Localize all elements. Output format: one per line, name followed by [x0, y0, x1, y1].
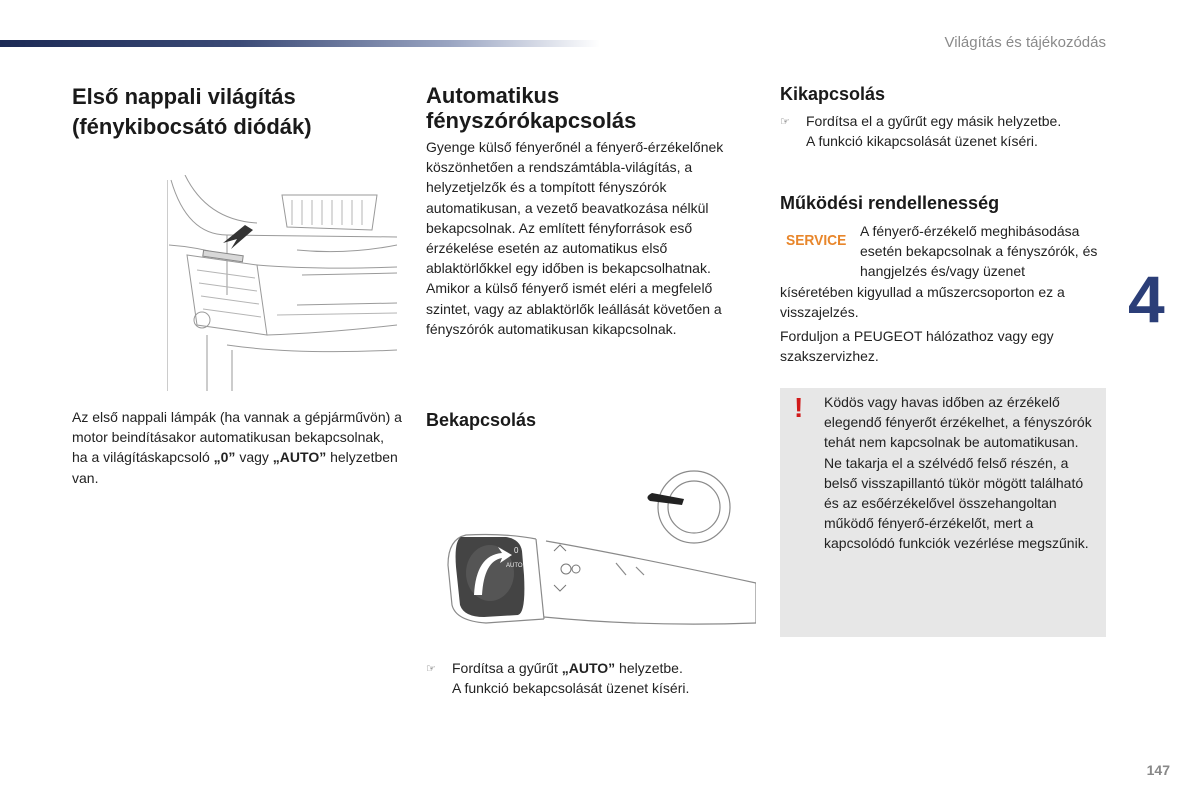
switch-on-text-b: helyzetbe.: [615, 660, 683, 676]
auto-headlamp-paragraph-2: Amikor a külső fényerő ismét eléri a megfelelő szintet, vagy az ablaktörlők leállását követően a fényszórók automatikusan kikapcsolnak.: [426, 280, 722, 337]
pointing-hand-icon: ☞: [426, 663, 436, 675]
switch-on-message-text: A funkció bekapcsolását üzenet kíséri.: [452, 680, 690, 697]
daytime-lights-title: [72, 82, 392, 142]
position-zero-label: „0”: [213, 449, 236, 466]
lighting-stalk-drawing: [426, 455, 756, 635]
section-header-title: Világítás és tájékozódás: [944, 34, 1106, 51]
para-text-3: helyzetben van.: [72, 449, 398, 486]
auto-headlamp-title-line2: fényszórókapcsolás: [426, 108, 637, 133]
front-bumper-led-illustration: [167, 175, 397, 391]
warning-note-text: [824, 392, 1099, 554]
service-warning-icon: SERVICE: [786, 232, 847, 249]
warning-note-paragraph-2: Ne takarja el a szélvédő felső részén, a belső visszapillantó tükör mögött található és az esőérzékelővel összehangoltan működő fényerő-érzékelőt, mert a kapcsolódó funkciók vezérlése megszűnik.: [824, 454, 1089, 552]
malfunction-text-1: A fényerő-érzékelő meghibásodása esetén bekapcsolnak a fényszórók, és hangjelzés és/vagy üzenet: [860, 223, 1098, 280]
lighting-stalk-illustration: [426, 455, 756, 635]
auto-headlamp-title-line1: Automatikus: [426, 83, 560, 108]
position-auto-label: „AUTO”: [272, 449, 327, 466]
switch-on-auto-label: „AUTO”: [561, 660, 616, 676]
auto-headlamp-description: [426, 137, 751, 339]
daytime-lights-title-line1: Első nappali világítás: [72, 84, 296, 109]
stalk-label-auto: AUTO: [506, 563, 523, 569]
header-accent-bar: [0, 40, 600, 47]
switch-off-title: Kikapcsolás: [780, 84, 886, 104]
malfunction-title: Működési rendellenesség: [780, 193, 1000, 213]
switch-off-text: Fordítsa el a gyűrűt egy másik helyzetbe.: [806, 113, 1062, 129]
stalk-label-zero: 0: [514, 546, 519, 555]
auto-headlamp-title: [426, 83, 746, 133]
para-text-2: vagy: [235, 449, 273, 466]
exclamation-icon: !: [794, 392, 804, 423]
page-number: 147: [1146, 762, 1170, 778]
switch-on-text-a: Fordítsa a gyűrűt: [452, 660, 562, 676]
warning-note-paragraph-1: Ködös vagy havas időben az érzékelő elegendő fényerőt érzékelhet, a fényszórók tehát nem kapcsolnak be automatikusan.: [824, 394, 1092, 451]
switch-on-instruction: [426, 658, 756, 698]
front-bumper-drawing: [167, 175, 397, 391]
pointing-hand-icon: ☞: [780, 116, 790, 128]
malfunction-text-3: Forduljon a PEUGEOT hálózathoz vagy egy szakszervizhez.: [780, 328, 1054, 365]
para-text-1: Az első nappali lámpák (ha vannak a gépjárművön) a motor beindításakor automatikusan bekapcsolnak, ha a világításkapcsoló: [72, 409, 402, 466]
daytime-lights-title-line2: (fénykibocsátó diódák): [72, 114, 312, 139]
switch-off-instruction: [780, 111, 1110, 151]
switch-off-message-text: A funkció kikapcsolását üzenet kíséri.: [806, 133, 1038, 150]
malfunction-text-2: kíséretében kigyullad a műszercsoporton ez a visszajelzés.: [780, 284, 1065, 321]
daytime-lights-paragraph: [72, 407, 402, 488]
chapter-number: 4: [1128, 262, 1165, 336]
switch-on-title: Bekapcsolás: [426, 410, 537, 430]
auto-headlamp-paragraph-1: Gyenge külső fényerőnél a fényerő-érzékelőnek köszönhetően a rendszámtábla-világítás, a helyzetjelzők és a tompított fényszórók automatikusan, a vezető beavatkozása nélkül bekapcsolnak. Az említett fényforrások eső érzékelése esetén az automatikus első ablaktörlőkkel egy időben is bekapcsolhatnak.: [426, 139, 724, 277]
